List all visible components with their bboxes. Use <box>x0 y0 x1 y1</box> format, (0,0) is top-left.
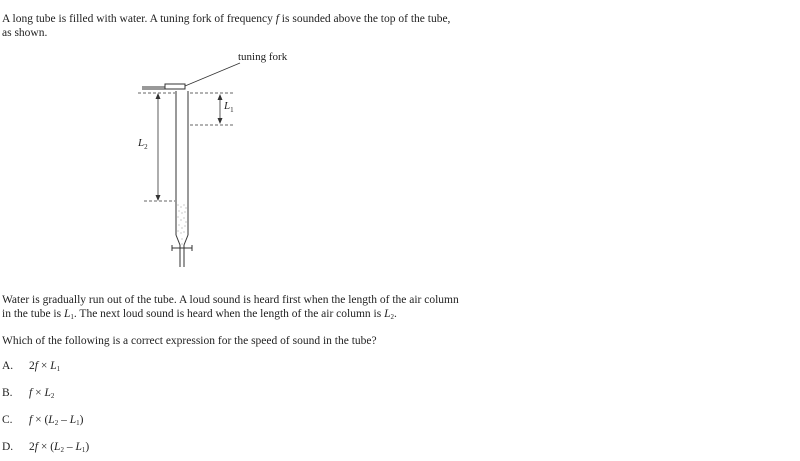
times-open: × ( <box>32 414 49 426</box>
tap-icon <box>172 245 192 251</box>
option-letter: D. <box>2 441 14 453</box>
description-line2-mid: . The next loud sound is heard when the length of the air column is <box>73 308 385 320</box>
option-b[interactable] <box>2 387 54 400</box>
option-c[interactable] <box>2 414 83 427</box>
tube <box>176 91 188 267</box>
l2-label: $L_2$ <box>138 137 148 151</box>
times: × <box>32 387 45 399</box>
description-line2-start: in the tube is <box>2 308 64 320</box>
description-line1: Water is gradually run out of the tube. A loud sound is heard first when the length of the air column <box>2 294 459 306</box>
l1-arrow <box>218 94 223 124</box>
tuning-fork-label: tuning fork <box>238 51 288 63</box>
question-text: Which of the following is a correct expression for the speed of sound in the tube? <box>2 335 377 347</box>
f-var: f <box>29 414 33 426</box>
l-var: L <box>50 360 57 372</box>
tuning-fork-icon <box>142 63 240 89</box>
tube-diagram <box>130 45 300 275</box>
option-letter: C. <box>2 414 13 426</box>
l-var: L <box>75 441 82 453</box>
l1-inline-var: L <box>63 308 71 320</box>
l2-inline-var: L <box>384 308 391 320</box>
intro-line1-end: is sounded above the top of the tube, <box>278 13 451 25</box>
coef: 2 <box>29 360 35 372</box>
option-letter: A. <box>2 360 14 372</box>
minus: – <box>63 441 76 453</box>
water-fill <box>178 205 187 245</box>
l1-inline-sub: 1 <box>70 313 74 321</box>
l-sub: 1 <box>81 446 86 454</box>
description-line2-end: . <box>394 308 397 320</box>
option-a[interactable] <box>2 360 60 373</box>
option-letter: B. <box>2 387 13 399</box>
close-paren: ) <box>85 441 90 453</box>
f-var: f <box>34 360 38 372</box>
l-sub: 2 <box>60 446 64 454</box>
f-var: f <box>34 441 38 453</box>
l-sub: 2 <box>50 392 55 400</box>
intro-line2: as shown. <box>2 27 48 39</box>
l-sub: 2 <box>54 419 59 427</box>
frequency-var: f <box>275 13 279 25</box>
l2-arrow <box>156 93 161 201</box>
l-var: L <box>54 441 61 453</box>
intro-line1-start: A long tube is filled with water. A tuning fork of frequency <box>2 13 276 25</box>
l2-inline-sub: 2 <box>390 313 395 321</box>
times-open: × ( <box>37 441 55 453</box>
coef: 2 <box>29 441 35 453</box>
l-var: L <box>48 414 55 426</box>
times: × <box>37 360 51 372</box>
description-paragraph <box>2 293 459 324</box>
minus: – <box>58 414 70 426</box>
l-var: L <box>44 387 51 399</box>
close-paren: ) <box>79 414 84 426</box>
f-var: f <box>29 387 33 399</box>
l-var: L <box>69 414 77 426</box>
intro-text <box>2 12 450 40</box>
l-sub: 1 <box>76 419 80 427</box>
option-d[interactable] <box>2 441 89 454</box>
l1-label: $L_1$ <box>224 100 234 114</box>
l-sub: 1 <box>56 365 61 373</box>
